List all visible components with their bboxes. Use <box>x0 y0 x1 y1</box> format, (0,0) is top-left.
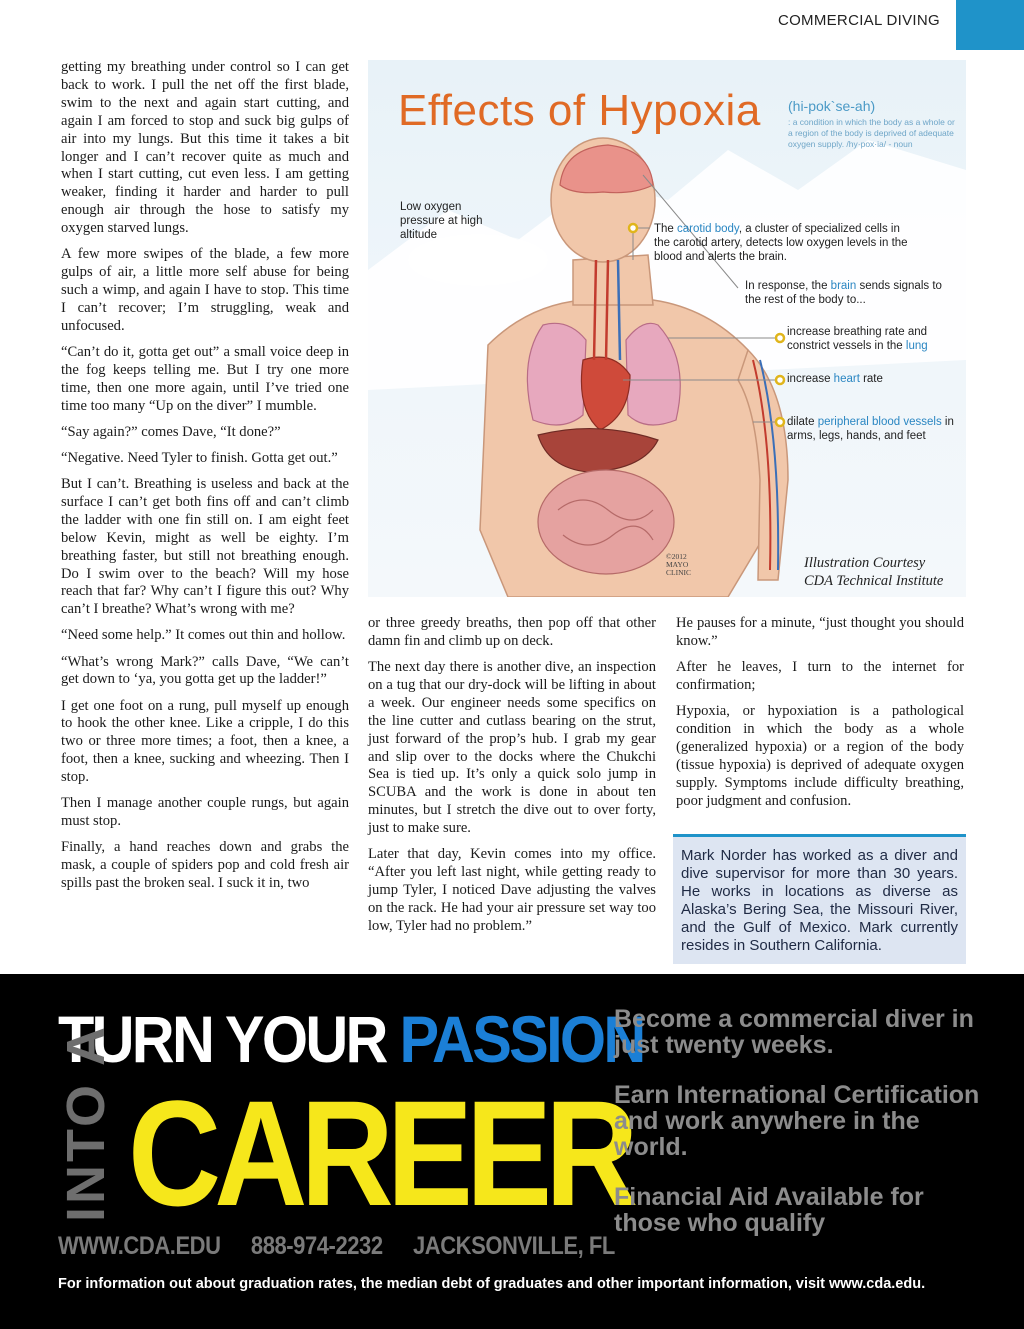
paragraph: But I can’t. Breathing is useless and back at the surface I can’t get both fins off and can’t climb the ladder with one fin still on. I am eight feet below Kevin, might as well be eighty. I’m breathing faster, but still not breathing enough. Do I swim over to the beach? Will my hose reach that far? Why can’t I figure this out? Why can’t I breathe? What’s wrong with me? <box>61 475 349 618</box>
paragraph: or three greedy breaths, then pop off that other damn fin and climb up on deck. <box>368 615 656 649</box>
paragraph: After he leaves, I turn to the internet for confirmation; <box>676 659 964 693</box>
ad-career-word: CAREER <box>128 1069 632 1237</box>
copyright-mark: ©2012 MAYO CLINIC <box>666 552 691 577</box>
ad-headline <box>58 1004 644 1074</box>
ad-bullet: Financial Aid Available for those who qualify <box>614 1183 924 1237</box>
article-column-3 <box>676 615 964 819</box>
corner-accent-tab <box>956 0 1024 50</box>
ad-bullets <box>614 1006 994 1260</box>
definition: : a condition in which the body as a whole or a region of the body is deprived of adequate oxygen supply. /hy·pox·ia/ - noun <box>788 117 955 149</box>
paragraph: “Need some help.” It comes out thin and hollow. <box>61 627 346 644</box>
paragraph: I get one foot on a rung, pull myself up enough to hook the other knee. Like a cripple, I do this two or three more times; a foot, then a knee, a foot, then a knee, sucking and wheezing. Then I stop. <box>61 697 349 786</box>
ad-website-link[interactable]: WWW.CDA.EDU <box>58 1232 221 1260</box>
pronunciation: (hi-pok`se-ah) <box>788 98 876 114</box>
ad-phone[interactable]: 888-974-2232 <box>250 1232 383 1260</box>
label-carotid-body: The carotid body, a cluster of specialized cells in the carotid artery, detects low oxygen levels in the blood and alerts the brain. <box>654 223 908 263</box>
label-blood-vessels: dilate peripheral blood vessels in arms, legs, hands, and feet <box>787 416 954 442</box>
paragraph: “What’s wrong Mark?” calls Dave, “We can’t get down to ‘ya, you gotta get up the ladder!” <box>61 653 349 688</box>
ad-side-text: INTO A <box>56 1023 116 1222</box>
figure-title: Effects of Hypoxia <box>398 86 761 135</box>
ad-bullet: Earn International Certification and work anywhere in the world. <box>614 1081 980 1161</box>
ad-bullet: Become a commercial diver in just twenty weeks. <box>614 1005 974 1059</box>
author-bio: Mark Norder has worked as a diver and dive supervisor for more than 30 years. He works in locations as diverse as Alaska’s Bering Sea, the Missouri River, and the Gulf of Mexico. Mark currently resides in Southern California. <box>673 834 966 964</box>
ad-location: JACKSONVILLE, FL <box>412 1232 615 1260</box>
paragraph: Hypoxia, or hypoxiation is a pathological condition in which the body as a whole (generalized hypoxia) or a region of the body (tissue hypoxia) is deprived of adequate oxygen supply. Symptoms include difficulty breathing, poor judgment and confusion. <box>676 703 964 809</box>
paragraph: He pauses for a minute, “just thought you should know.” <box>676 615 964 649</box>
section-label: COMMERCIAL DIVING <box>777 12 940 29</box>
paragraph: “Negative. Need Tyler to finish. Gotta get out.” <box>61 449 338 466</box>
paragraph: Then I manage another couple rungs, but again must stop. <box>61 795 349 830</box>
paragraph: “Can’t do it, gotta get out” a small voice deep in the fog keeps telling me. But I try one more time, then one more again, until I’ve tried one time too many “Up on the diver” I mumble. <box>61 343 349 414</box>
hypoxia-illustration <box>368 60 966 597</box>
ad-headline-white: TURN YOUR <box>58 1002 386 1076</box>
paragraph: The next day there is another dive, an inspection on a tug that our dry-dock will be lifting in about a week. Our engineer needs some specifics on the line cutter and cutlass bearing on the strut, just forward of the prop’s hub. I grab my gear and slip over to the docks where the Chukchi Sea is tied up. It’s only a quick solo jump in SCUBA and the work is done in about ten minutes, but I stretch the dive out to over forty, just to make sure. <box>368 659 656 837</box>
ad-footer-disclosure: For information out about graduation rates, the median debt of graduates and other important information, visit www.cda.edu. <box>58 1276 926 1292</box>
article-column-1 <box>61 59 349 901</box>
paragraph: Later that day, Kevin comes into my office. “After you left last night, while getting ready to jump Tyler, I noticed Dave adjusting the valves on the rack. He had your air pressure set way too low, Tyler had no problem.” <box>368 846 656 934</box>
cda-advertisement[interactable] <box>0 974 1024 1329</box>
ad-contact-line <box>58 1232 640 1261</box>
label-heart: increase heart rate <box>787 373 883 385</box>
label-low-oxygen: Low oxygen pressure at high altitude <box>400 201 483 241</box>
paragraph: Finally, a hand reaches down and grabs the mask, a couple of spiders pop and cold fresh air spills past the broken seal. I suck it in, two <box>61 839 349 892</box>
paragraph: A few more swipes of the blade, a few more gulps of air, a little more self abuse for being such a wimp, and again I have to stop. This time I can’t recover; I’m struggling, weak and unfocused. <box>61 246 349 334</box>
illustration-credit: Illustration Courtesy CDA Technical Institute <box>804 555 944 589</box>
ad-headline-blue: PASSION <box>399 1002 644 1076</box>
paragraph: “Say again?” comes Dave, “It done?” <box>61 423 281 440</box>
label-brain: In response, the brain sends signals to the rest of the body to... <box>745 280 942 306</box>
paragraph: getting my breathing under control so I can get back to work. I pull the net off the first blade, swim to the next and again start cutting, and again I am forced to stop and suck big gulps of air into my lungs. But this time it takes a bit longer and I can’t recover quite as much and when I start cutting, cut even less. I am getting weaker, finding it harder and harder to pull enough air through the hose to satisfy my oxygen starved lungs. <box>61 59 349 237</box>
article-column-2 <box>368 615 656 944</box>
label-breathing: increase breathing rate and constrict vessels in the lung <box>787 326 928 352</box>
